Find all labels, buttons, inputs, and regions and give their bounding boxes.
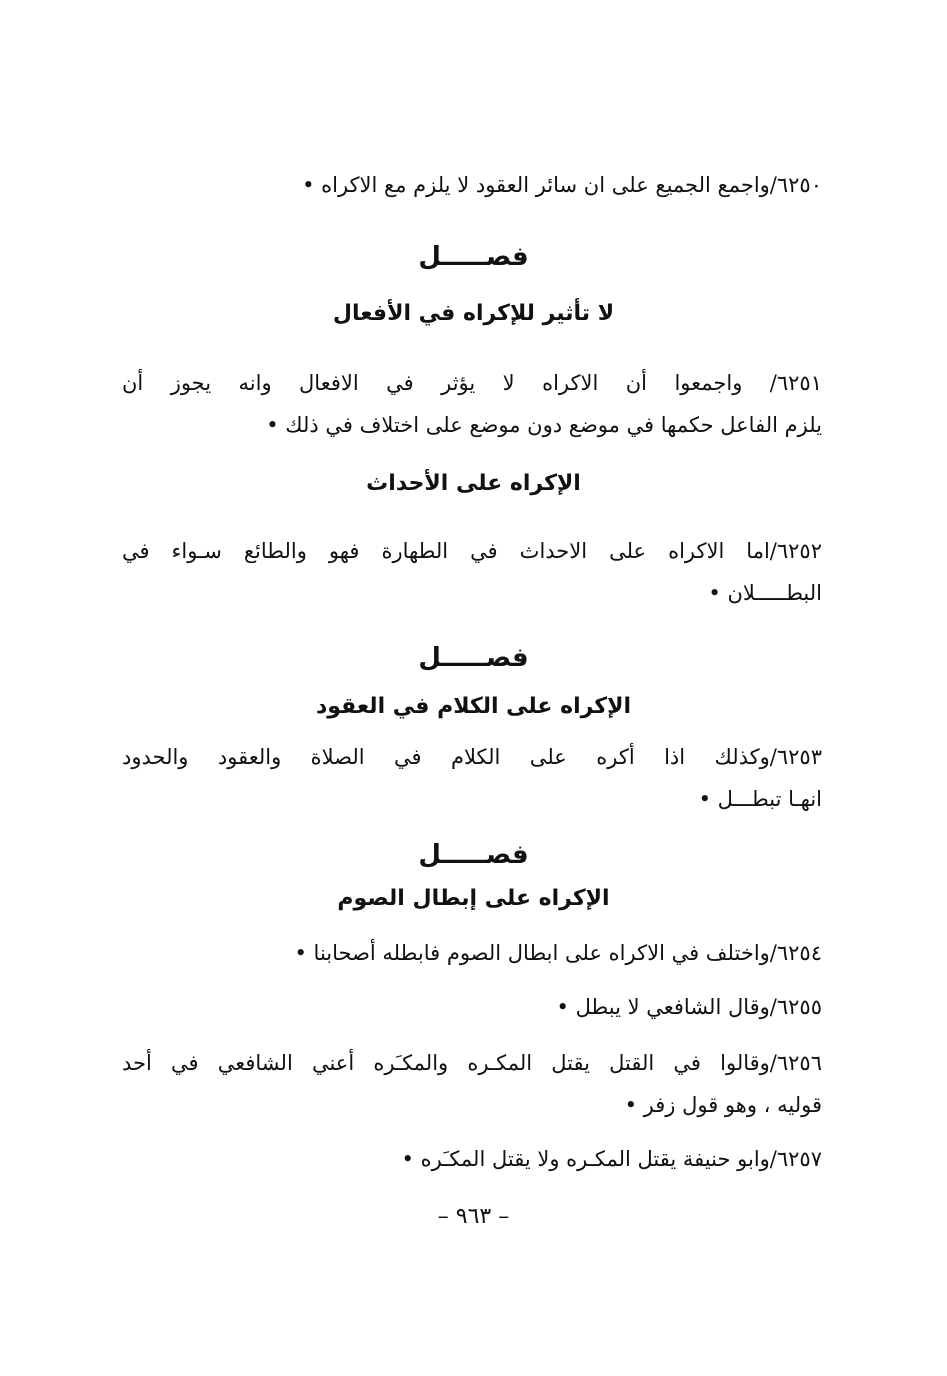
paragraph-6254 [122, 932, 822, 974]
section-heading-fasl: فصـــــل [418, 242, 529, 272]
paragraph-line: قوليه ، وهو قول زفر • [624, 1093, 822, 1117]
paragraph-line: ٦٢٥١/ واجمعوا أن الاكراه لا يؤثر في الافعال وانه يجوز أن [122, 371, 822, 395]
paragraph-line: ٦٢٥٤/واختلف في الاكراه على ابطال الصوم فابطله أصحابنا • [294, 941, 822, 965]
paragraph-line: ٦٢٥٢/اما الاكراه على الاحداث في الطهارة فهو والطائع سـواء في [122, 539, 822, 563]
paragraph-6251 [122, 362, 822, 446]
paragraph-line: ٦٢٥٠/واجمع الجميع على ان سائر العقود لا يلزم مع الاكراه • [302, 173, 822, 197]
paragraph-6253 [122, 736, 822, 820]
paragraph-line: ٦٢٥٥/وقال الشافعي لا يبطل • [556, 995, 822, 1019]
section-heading-fasl: فصـــــل [418, 840, 529, 870]
paragraph-line: انهـا تبطـــل • [698, 787, 822, 811]
page-number: – ٩٦٣ – [437, 1204, 510, 1229]
paragraph-line: يلزم الفاعل حكمها في موضع دون موضع على اختلاف في ذلك • [266, 413, 822, 437]
paragraph-6250 [122, 164, 822, 206]
paragraph-line: ٦٢٥٣/وكذلك اذا أكره على الكلام في الصلاة والعقود والحدود [122, 745, 822, 769]
paragraph-6257 [122, 1138, 822, 1180]
paragraph-6252 [122, 530, 822, 614]
subheading-coercion-on-speech-in-contracts: الإكراه على الكلام في العقود [315, 694, 632, 719]
paragraph-line: ٦٢٥٦/وقالوا في القتل يقتل المكـره والمكـَره أعني الشافعي في أحد [122, 1051, 822, 1075]
section-heading-fasl: فصـــــل [418, 643, 529, 673]
subheading-coercion-on-breaking-fast: الإكراه على إبطال الصوم [337, 886, 610, 911]
paragraph-line: البطـــــلان • [708, 581, 822, 605]
paragraph-6256 [122, 1042, 822, 1126]
paragraph-6255 [122, 986, 822, 1028]
subheading-coercion-on-ritual-impurity: الإكراه على الأحداث [366, 471, 581, 496]
subheading-no-effect-on-acts: لا تأثير للإكراه في الأفعال [332, 301, 615, 326]
paragraph-line: ٦٢٥٧/وابو حنيفة يقتل المكـره ولا يقتل المكـَره • [401, 1147, 822, 1171]
